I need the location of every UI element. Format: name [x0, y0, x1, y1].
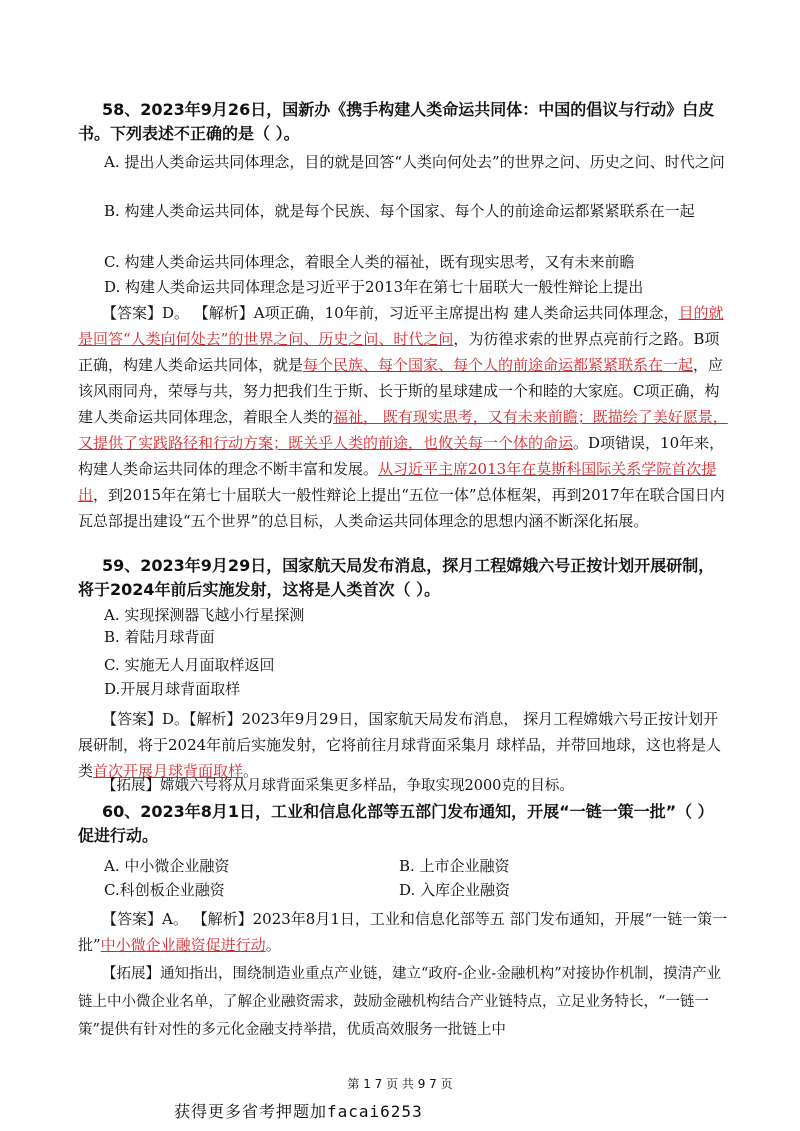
q58-answer-text-1: 【答案】D。 【解析】A项正确，10年前，习近平主席提出构 建人类命运共同体理念，	[102, 304, 679, 322]
q58-option-a: A. 提出人类命运共同体理念，目的就是回答“人类向何处去”的世界之问、历史之问、时代之问	[104, 153, 725, 171]
q58-answer	[78, 300, 730, 534]
q59-answer-text-2: 。	[243, 762, 259, 780]
q59-extension: 【拓展】嫦娥六号将从月球背面采集更多样品，争取实现2000克的目标。	[102, 778, 574, 794]
q58-answer-highlight-2: 每个民族、每个国家、每个人的前途命运都紧紧联系在一起	[303, 356, 694, 374]
q59-option-c: C. 实施无人月面取样返回	[104, 656, 275, 674]
page-number: 第 1 7 页 共 9 7 页	[347, 1077, 453, 1091]
question-58-stem: 58、2023年9月26日，国新办《携手构建人类命运共同体：中国的倡议与行动》白皮书。下列表述不正确的是（ ）。	[78, 100, 715, 143]
q60-option-a: A. 中小微企业融资	[104, 857, 230, 875]
q60-answer	[78, 906, 730, 958]
q58-answer-text-5: ，到2015年在第七十届联大一般性辩论上提出“五位一体”总体框架，再到2017年在联合国日内瓦总部提出建设“五个世界”的总目标，人类命运共同体理念的思想内涵不断深化拓展。	[78, 486, 725, 530]
q60-answer-text-2: 。	[265, 936, 281, 954]
q58-option-c: C. 构建人类命运共同体理念，着眼全人类的福祉，既有现实思考，又有未来前瞻	[104, 253, 635, 271]
q60-answer-text-1: 【答案】A。 【解析】2023年8月1日，工业和信息化部等五 部门发布通知，开展“一链一策一批”	[78, 910, 728, 954]
q60-option-c: C.科创板企业融资	[104, 881, 225, 899]
q58-answer-highlight-4: 从习近平主席2013年在莫斯科国际关系学院首次提出	[78, 460, 717, 504]
q58-answer-text-3: ，应该风雨同舟，荣辱与共，努力把我们生于斯、长于斯的星球建成一个和睦的大家庭。C项正确，构建人类命运共同体理念，着眼全人类的	[78, 356, 724, 426]
q60-options-row-1	[104, 854, 724, 878]
q59-option-a: A. 实现探测器飞越小行星探测	[104, 606, 305, 624]
q58-answer-highlight-3: 福祉， 既有现实思考，又有未来前瞻；既描绘了美好愿景，又提供了实践路径和行动方案；既关乎人类的前途，也攸关每一个体的命运	[78, 408, 728, 452]
q60-answer-highlight-1: 中小微企业融资促进行动	[100, 936, 266, 954]
q58-answer-highlight-1: 目的就是回答“人类向何处去”的世界之问、历史之问、时代之问	[78, 304, 724, 348]
q58-answer-text-2: ，为彷徨求索的世界点亮前行之路。B项正确，构建人类命运共同体，就是	[78, 330, 720, 374]
question-59-stem: 59、2023年9月29日，国家航天局发布消息，探月工程嫦娥六号正按计划开展研制，将于2024年前后实施发射，这将是人类首次（ ）。	[78, 556, 715, 599]
q59-option-b: B. 着陆月球背面	[104, 628, 215, 646]
watermark-text: 获得更多省考押题加facai6253	[174, 1102, 423, 1121]
q60-option-d: D. 入库企业融资	[399, 881, 511, 899]
q58-option-b: B. 构建人类命运共同体，就是每个民族、每个国家、每个人的前途命运都紧紧联系在一起	[104, 202, 695, 220]
question-60-stem: 60、2023年8月1日，工业和信息化部等五部门发布通知，开展“一链一策一批”（ ）促进行动。	[78, 802, 714, 845]
q59-option-d: D.开展月球背面取样	[104, 680, 241, 698]
q58-option-d: D. 构建人类命运共同体理念是习近平于2013年在第七十届联大一般性辩论上提出	[104, 278, 644, 296]
q58-answer-text-4: 。D项错误，10年来，构建人类命运共同体的理念不断丰富和发展。	[78, 434, 725, 478]
q60-option-b: B. 上市企业融资	[399, 857, 510, 875]
q59-answer-highlight-1: 首次开展月球背面取样	[93, 762, 244, 780]
q59-answer-text-1: 【答案】D。【解析】2023年9月29日，国家航天局发布消息， 探月工程嫦娥六号正按计划开展研制，将于2024年前后实施发射，它将前往月球背面采集月 球样品，并带回地球，这也将是人类	[78, 710, 721, 780]
q60-options-row-2	[104, 878, 724, 902]
q60-extension: 【拓展】通知指出，围绕制造业重点产业链，建立“政府-企业-金融机构”对接协作机制，摸清产业链上中小微企业名单，了解企业融资需求，鼓励金融机构结合产业链特点，立足业务特长，“一链一策”提供有针对性的多元化金融支持举措，优质高效服务一批链上中	[78, 966, 722, 1038]
